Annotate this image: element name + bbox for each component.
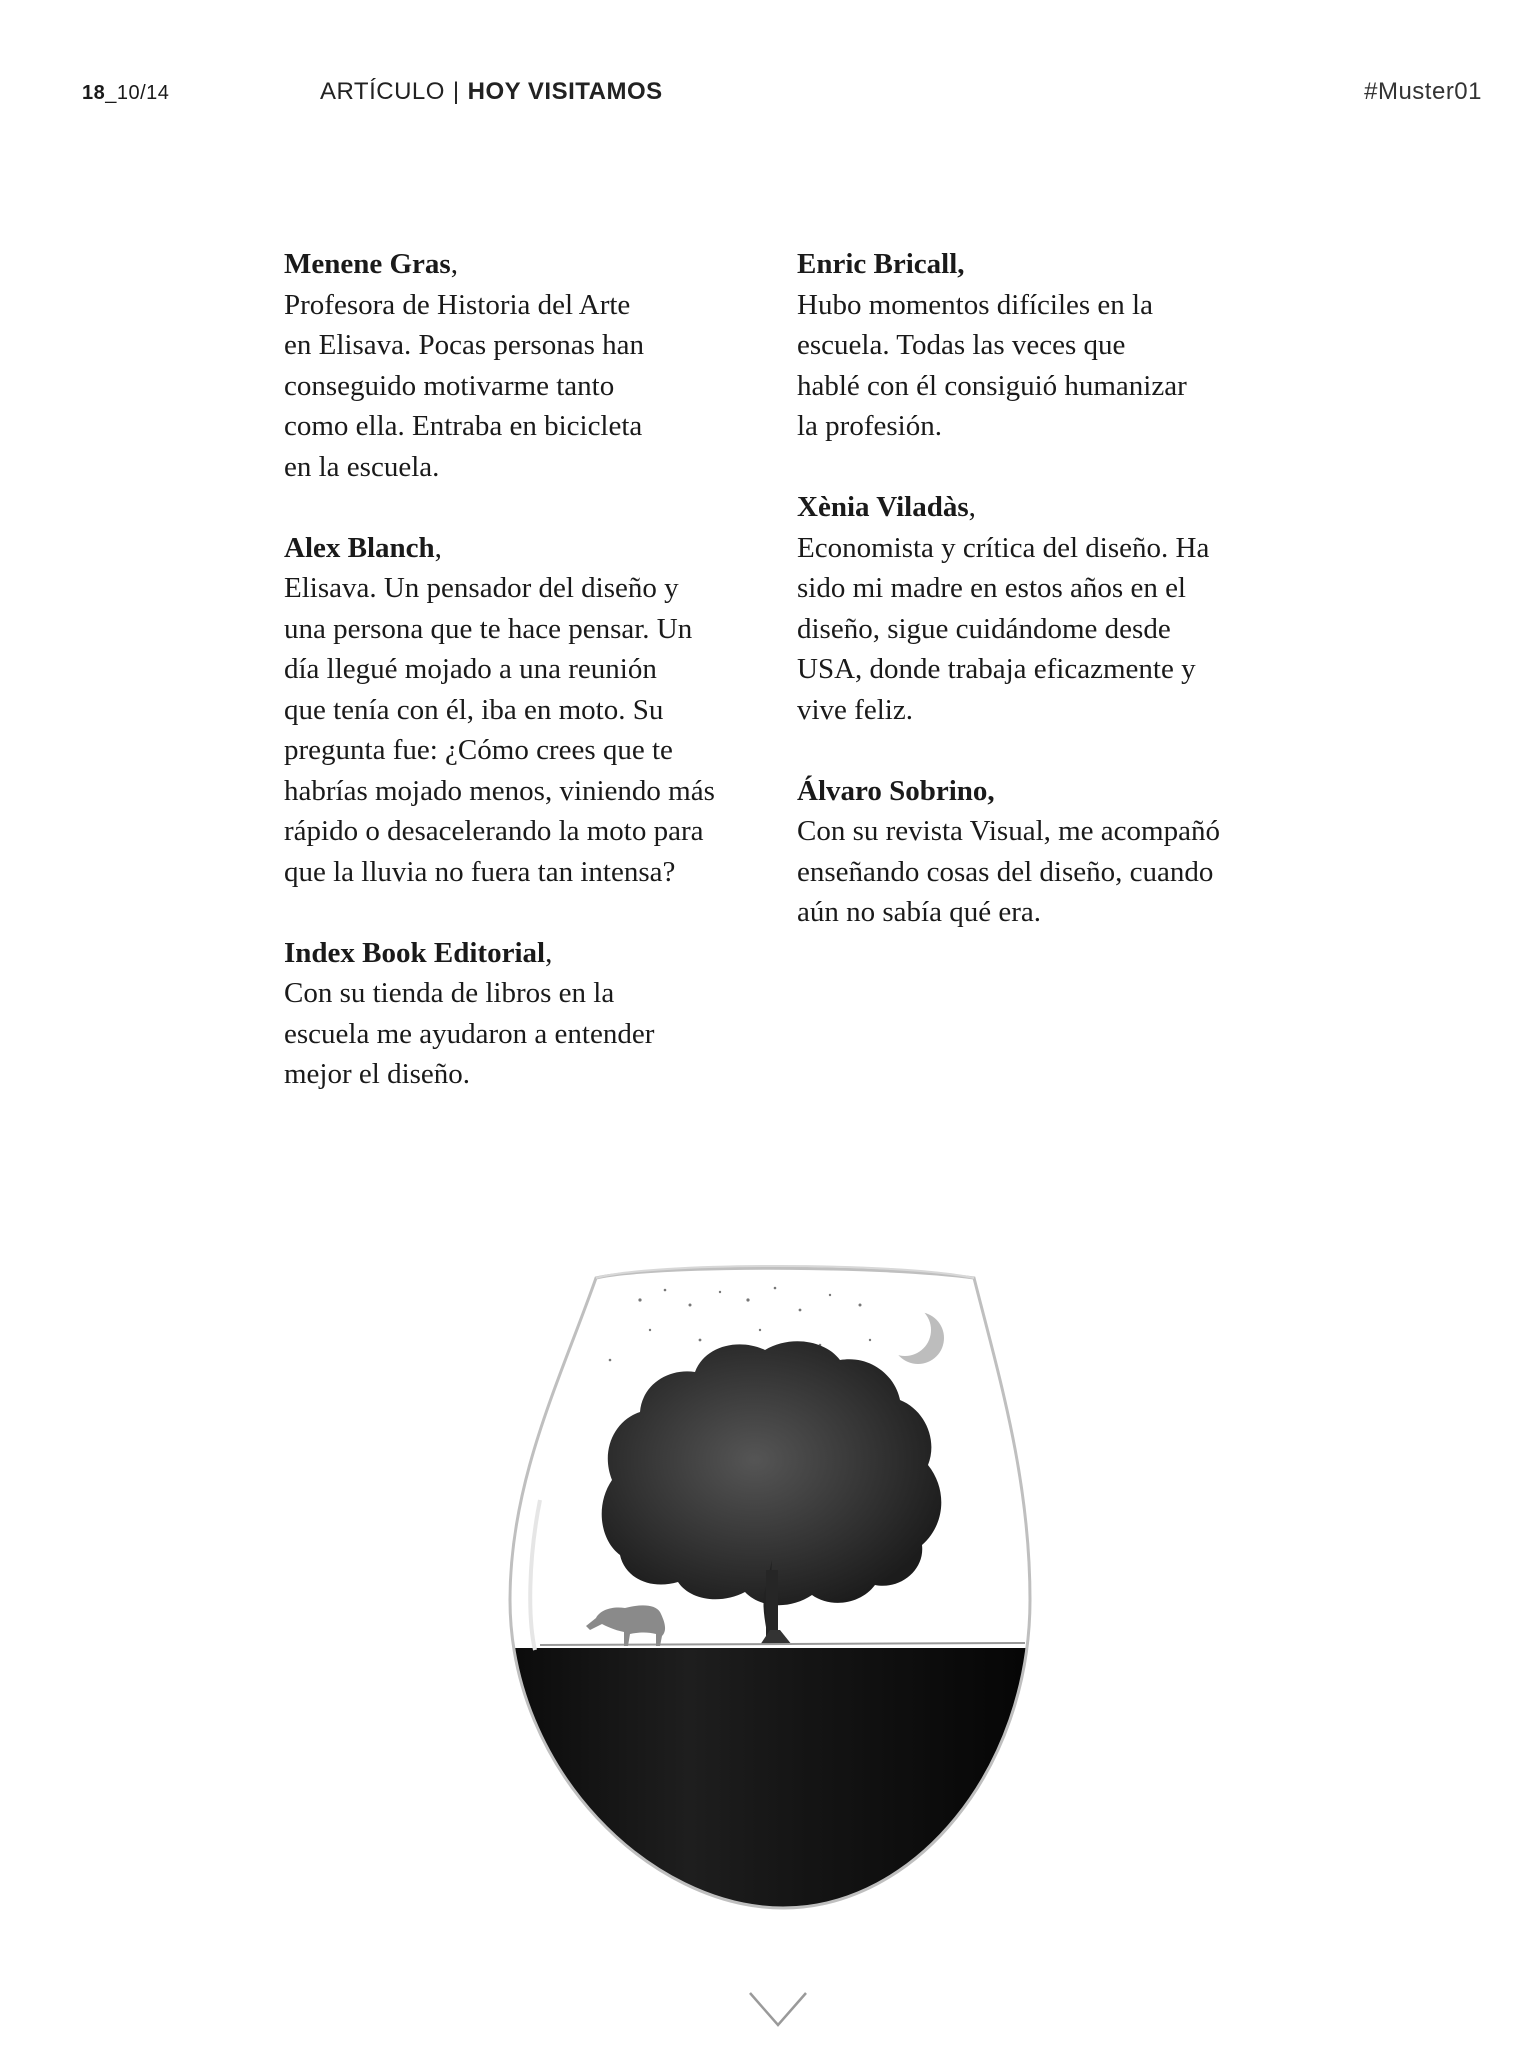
ground-line <box>540 1643 1025 1645</box>
glass-outline <box>510 1268 1030 1908</box>
entry-name-suffix: , <box>545 936 553 969</box>
entry <box>797 487 1287 730</box>
entry-line: rápido o desacelerando la moto para <box>284 815 704 847</box>
entry-name-suffix: , <box>434 531 442 564</box>
entry-name: Menene Gras <box>284 248 451 280</box>
entry-line: la profesión. <box>797 410 942 442</box>
entry-line: Hubo momentos difíciles en la <box>797 288 1153 321</box>
glass-rim <box>596 1266 974 1278</box>
entry-name: Xènia Viladàs <box>797 491 969 523</box>
entry-line: Elisava. Un pensador del diseño y <box>284 572 679 604</box>
section-title: HOY VISITAMOS <box>467 78 663 105</box>
entry-line: sido mi madre en estos años en el <box>797 572 1186 604</box>
entry-line: Con su tienda de libros en la <box>284 977 615 1009</box>
entry-heading <box>284 244 774 285</box>
entry-line: una persona que te hace pensar. Un <box>284 612 693 645</box>
entry-line: escuela. Todas las veces que <box>797 329 1126 361</box>
entry <box>797 244 1287 447</box>
left-column <box>284 244 774 1135</box>
entry-line: habrías mojado menos, viniendo más <box>284 774 715 807</box>
magazine-hashtag: #Muster01 <box>1364 78 1482 105</box>
entry-heading <box>797 771 1287 812</box>
entry-line: USA, donde trabaja eficazmente y <box>797 653 1196 685</box>
stars-decoration <box>609 1287 907 1362</box>
tree-icon <box>602 1341 942 1645</box>
entry-name: Index Book Editorial <box>284 936 546 969</box>
entry <box>284 528 774 893</box>
entry-heading <box>284 528 774 569</box>
entry-name: Enric Bricall, <box>797 248 965 280</box>
entry-name-suffix: , <box>968 491 976 523</box>
entry-line: vive feliz. <box>797 693 913 726</box>
entry-line: enseñando cosas del diseño, cuando <box>797 855 1214 888</box>
entry-line: hablé con él consiguió humanizar <box>797 369 1187 402</box>
right-column <box>797 244 1287 973</box>
entry-line: aún no sabía qué era. <box>797 896 1041 928</box>
entry-line: diseño, sigue cuidándome desde <box>797 612 1171 645</box>
section-heading <box>320 78 663 106</box>
glass-highlight <box>530 1500 540 1650</box>
entry-name: Alex Blanch <box>284 531 435 564</box>
page-header <box>0 76 1536 116</box>
page-number-bold: 18 <box>82 82 106 104</box>
entry-heading <box>797 487 1287 528</box>
entry-line: Con su revista Visual, me acompañó <box>797 815 1220 847</box>
page-number <box>82 82 169 105</box>
chevron-down-icon[interactable] <box>748 1990 808 2030</box>
moon-icon <box>879 1304 944 1364</box>
horse-icon <box>586 1605 665 1646</box>
entry-name-suffix: , <box>450 248 458 280</box>
entry-heading <box>797 244 1287 285</box>
entry-line: pregunta fue: ¿Cómo crees que te <box>284 734 673 766</box>
entry-line: mejor el diseño. <box>284 1058 471 1090</box>
entry-line: conseguido motivarme tanto <box>284 369 615 402</box>
entry <box>797 771 1287 933</box>
entry-line: que tenía con él, iba en moto. Su <box>284 693 664 726</box>
entry-line: en la escuela. <box>284 450 440 483</box>
entry-line: día llegué mojado a una reunión <box>284 653 657 685</box>
entry <box>284 244 774 487</box>
entry-line: en Elisava. Pocas personas han <box>284 329 644 361</box>
entry-name: Álvaro Sobrino, <box>797 774 995 807</box>
entry-line: Economista y crítica del diseño. Ha <box>797 531 1210 564</box>
entry-line: como ella. Entraba en bicicleta <box>284 410 643 442</box>
entry-line: que la lluvia no fuera tan intensa? <box>284 855 676 888</box>
entry-line: escuela me ayudaron a entender <box>284 1017 655 1050</box>
entry <box>284 933 774 1095</box>
section-label: ARTÍCULO <box>320 78 445 105</box>
entry-heading <box>284 933 774 974</box>
page-date: _10/14 <box>105 82 170 104</box>
entry-line: Profesora de Historia del Arte <box>284 288 631 321</box>
section-divider: | <box>452 78 460 105</box>
wine-fill <box>500 1648 1040 1918</box>
